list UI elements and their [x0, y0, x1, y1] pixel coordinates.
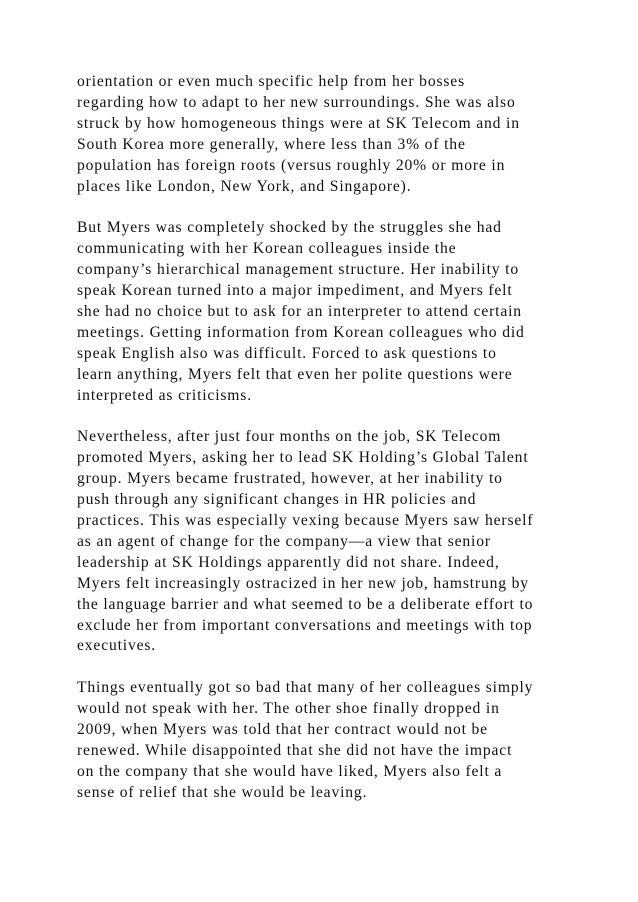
- text-line: as an agent of change for the company—a view that senior: [77, 532, 491, 550]
- text-line: interpreted as criticisms.: [77, 386, 252, 404]
- text-line: leadership at SK Holdings apparently did not share. Indeed,: [77, 553, 500, 571]
- text-line: sense of relief that she would be leaving.: [77, 783, 368, 801]
- document-body: [77, 72, 577, 825]
- text-line: Myers felt increasingly ostracized in her new job, hamstrung by: [77, 574, 529, 592]
- text-line: 2009, when Myers was told that her contract would not be: [77, 721, 488, 739]
- text-line: Things eventually got so bad that many of her colleagues simply: [77, 679, 534, 697]
- text-line: renewed. While disappointed that she did not have the impact: [77, 741, 513, 759]
- text-line: communicating with her Korean colleagues inside the: [77, 240, 457, 258]
- text-line: places like London, New York, and Singapore).: [77, 177, 412, 195]
- text-line: the language barrier and what seemed to be a deliberate effort to: [77, 595, 534, 613]
- text-line: meetings. Getting information from Korean colleagues who did: [77, 323, 525, 341]
- text-line: But Myers was completely shocked by the struggles she had: [77, 219, 502, 237]
- text-line: orientation or even much specific help from her bosses: [77, 73, 465, 90]
- text-line: group. Myers became frustrated, however, at her inability to: [77, 470, 503, 488]
- text-line: promoted Myers, asking her to lead SK Holding’s Global Talent: [77, 449, 529, 467]
- paragraph-1: [77, 72, 577, 197]
- paragraph-2: [77, 218, 577, 406]
- text-line: speak Korean turned into a major impediment, and Myers felt: [77, 282, 513, 300]
- text-line: speak English also was difficult. Forced to ask questions to: [77, 344, 497, 362]
- text-line: Nevertheless, after just four months on the job, SK Telecom: [77, 428, 502, 446]
- text-line: she had no choice but to ask for an interpreter to attend certain: [77, 302, 522, 320]
- text-line: exclude her from important conversations and meetings with top: [77, 616, 533, 634]
- text-line: company’s hierarchical management structure. Her inability to: [77, 261, 519, 279]
- paragraph-4: [77, 678, 577, 803]
- text-line: struck by how homogeneous things were at SK Telecom and in: [77, 114, 520, 132]
- text-line: push through any significant changes in HR policies and: [77, 491, 477, 509]
- text-line: would not speak with her. The other shoe finally dropped in: [77, 700, 500, 718]
- text-line: practices. This was especially vexing because Myers saw herself: [77, 512, 534, 529]
- text-line: regarding how to adapt to her new surroundings. She was also: [77, 93, 516, 111]
- text-line: on the company that she would have liked, Myers also felt a: [77, 762, 503, 780]
- text-line: South Korea more generally, where less than 3% of the: [77, 135, 466, 153]
- text-line: population has foreign roots (versus roughly 20% or more in: [77, 156, 506, 174]
- text-line: learn anything, Myers felt that even her polite questions were: [77, 365, 513, 383]
- text-line: executives.: [77, 637, 157, 655]
- paragraph-3: [77, 427, 577, 657]
